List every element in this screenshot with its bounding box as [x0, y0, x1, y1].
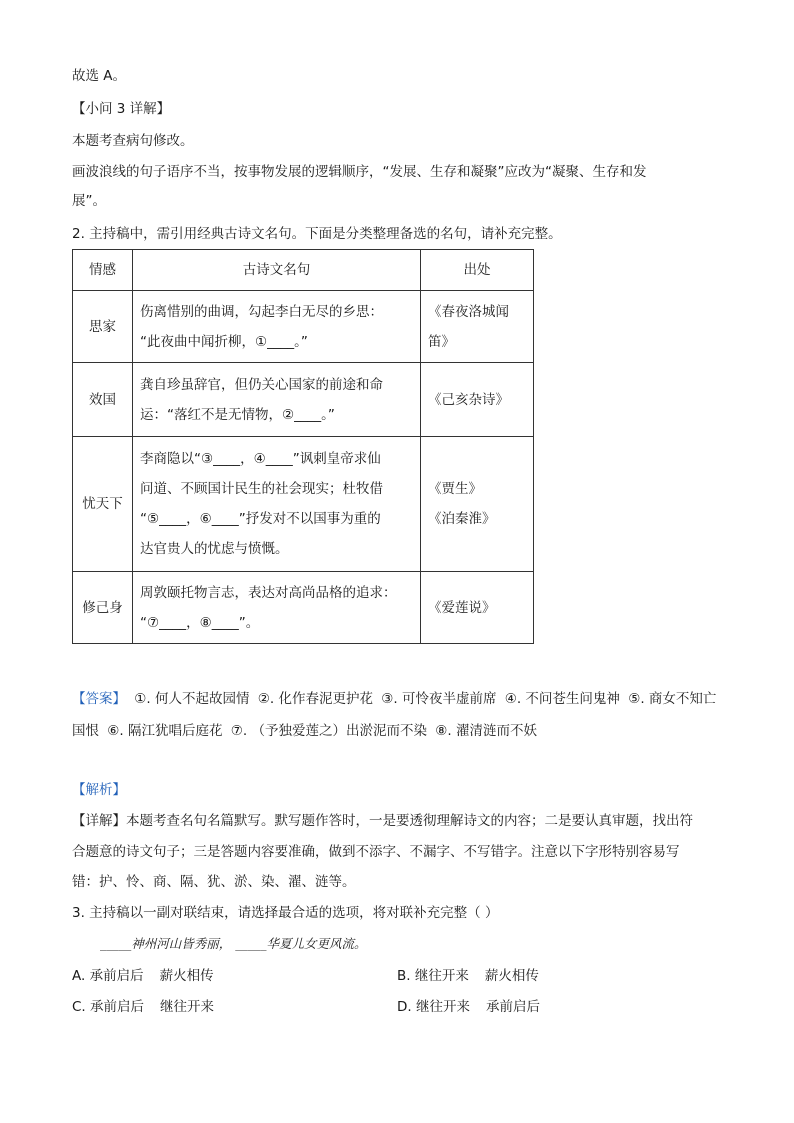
- source-line: 《贾生》: [428, 481, 482, 497]
- poem-line: 伤离惜别的曲调，勾起李白无尽的乡思：: [140, 303, 383, 320]
- table-header-row: [73, 250, 534, 291]
- option-part: 承前启后: [485, 999, 540, 1015]
- row-poem: [133, 291, 421, 363]
- poem-line: 李商隐以“③____，④____”讽刺皇帝求仙: [140, 451, 381, 467]
- option-part: 承前启后: [89, 968, 144, 984]
- option-d[interactable]: [397, 997, 540, 1017]
- table-row: [73, 363, 534, 437]
- table-row: [73, 437, 534, 572]
- analysis-text: 本题考查名句名篇默写。默写题作答时，一是要透彻理解诗文的内容；二是要认真审题，找出符: [126, 813, 693, 829]
- row-emotion: 思家: [73, 291, 133, 363]
- source-line: 《爱莲说》: [428, 599, 496, 616]
- option-part: 继往开来: [160, 999, 215, 1015]
- source-line: 笛》: [428, 333, 455, 350]
- couplet: [100, 934, 367, 952]
- table-row: [73, 291, 534, 363]
- analysis-line: [72, 811, 693, 831]
- row-source: [421, 363, 534, 437]
- poem-line: “⑦____，⑧____”。: [140, 614, 260, 631]
- couplet-second-line: _____华夏儿女更风流。: [235, 936, 367, 951]
- option-part: 薪火相传: [484, 968, 539, 984]
- source-line: 《泊秦淮》: [428, 511, 496, 527]
- analysis-label: 【解析】: [72, 782, 126, 798]
- option-part: 继往开来: [414, 968, 469, 984]
- answer-item: ①. 何人不起故园情: [134, 691, 250, 707]
- couplet-first-line: _____神州河山皆秀丽，: [100, 936, 232, 951]
- answer-item: ③. 可怜夜半虚前席: [381, 691, 497, 707]
- option-b[interactable]: [397, 966, 539, 986]
- question-2-prompt: 2. 主持稿中，需引用经典古诗文名句。下面是分类整理备选的名句，请补充完整。: [72, 226, 562, 242]
- question-3-prompt: 3. 主持稿以一副对联结束，请选择最合适的选项，将对联补充完整（ ）: [72, 905, 499, 921]
- answer-block: [72, 683, 722, 747]
- analysis-line: 合题意的诗文句子；三是答题内容要准确，做到不添字、不漏字、不写错字。注意以下字形特别容易写: [72, 844, 680, 860]
- row-emotion: 效国: [73, 363, 133, 437]
- option-label: A.: [72, 968, 86, 984]
- header-source: 出处: [421, 250, 534, 291]
- row-emotion: 修己身: [73, 572, 133, 644]
- poem-line: “此夜曲中闻折柳，①____。”: [140, 333, 308, 350]
- option-part: 承前启后: [90, 999, 145, 1015]
- poem-line: 运：“落红不是无情物，②____。”: [140, 406, 335, 423]
- option-a[interactable]: [72, 966, 214, 986]
- poem-line: 达官贵人的忧虑与愤慨。: [140, 541, 289, 557]
- row-poem: [133, 363, 421, 437]
- answer-item: ⑤. 商女不知亡国恨: [72, 691, 717, 739]
- option-label: C.: [72, 999, 86, 1015]
- option-label: D.: [397, 999, 412, 1015]
- row-source: [421, 291, 534, 363]
- source-line: 《己亥杂诗》: [428, 391, 509, 408]
- row-emotion: 忧天下: [73, 437, 133, 572]
- row-source: [421, 572, 534, 644]
- option-c[interactable]: [72, 997, 214, 1017]
- header-poem: 古诗文名句: [133, 250, 421, 291]
- option-part: 薪火相传: [159, 968, 214, 984]
- answer-item: ④. 不问苍生问鬼神: [504, 691, 620, 707]
- row-source: [421, 437, 534, 572]
- poems-table: [72, 249, 534, 644]
- answer-item: ⑥. 隔江犹唱后庭花: [107, 723, 223, 739]
- conclusion-text: 故选 A。: [72, 68, 127, 84]
- answer-item: ②. 化作春泥更护花: [257, 691, 373, 707]
- detail-label: 【详解】: [72, 813, 126, 829]
- poem-line: 龚自珍虽辞官，但仍关心国家的前途和命: [140, 376, 383, 393]
- analysis-line: 错：护、怜、商、隔、犹、淤、染、濯、涟等。: [72, 874, 356, 890]
- answer-label: 【答案】: [72, 691, 126, 707]
- answer-item: ⑦. （予独爱莲之）出淤泥而不染: [230, 723, 427, 739]
- row-poem: [133, 572, 421, 644]
- option-part: 继往开来: [415, 999, 470, 1015]
- header-emotion: 情感: [73, 250, 133, 291]
- explanation-line: 画波浪线的句子语序不当，按事物发展的逻辑顺序，“发展、生存和凝聚”应改为“凝聚、生存和发: [72, 164, 647, 180]
- explanation-line-end: 展”。: [72, 193, 106, 209]
- subquestion-heading: 【小问 3 详解】: [72, 101, 171, 117]
- row-poem: [133, 437, 421, 572]
- poem-line: “⑤____，⑥____”抒发对不以国事为重的: [140, 511, 381, 527]
- topic-text: 本题考查病句修改。: [72, 133, 194, 149]
- option-label: B.: [397, 968, 411, 984]
- source-line: 《春夜洛城闻: [428, 303, 509, 320]
- poem-line: 问道、不顾国计民生的社会现实；杜牧借: [140, 481, 383, 497]
- poem-line: 周敦颐托物言志，表达对高尚品格的追求：: [140, 584, 397, 601]
- answer-item: ⑧. 濯清涟而不妖: [435, 723, 537, 739]
- table-row: [73, 572, 534, 644]
